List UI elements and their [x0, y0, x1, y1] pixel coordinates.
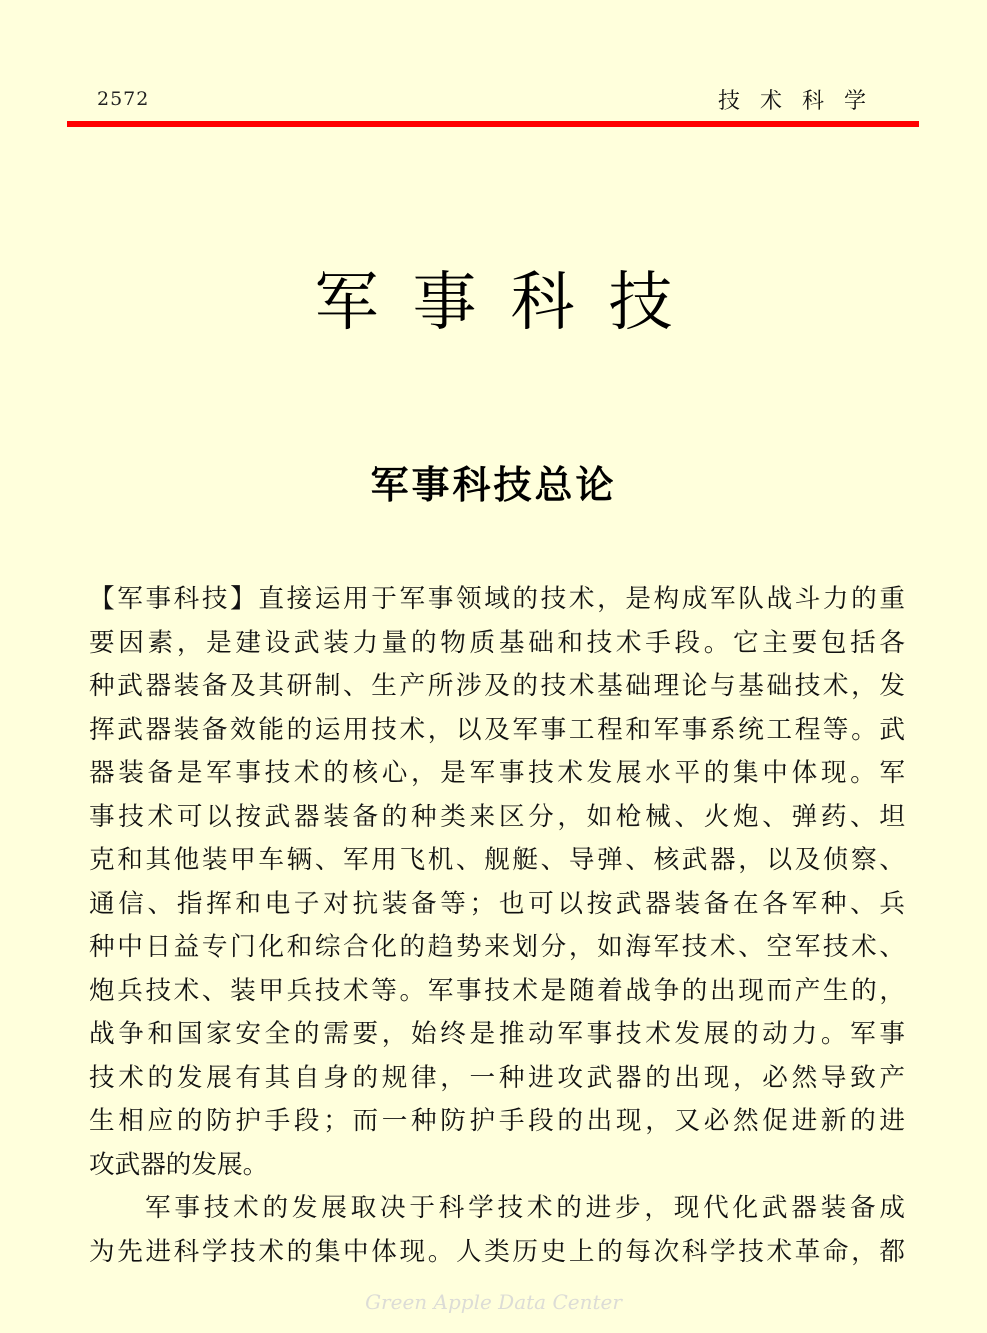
body-line: 为先进科学技术的集中体现。人类历史上的每次科学技术革命，都 — [89, 1236, 905, 1267]
body-line: 炮兵技术、装甲兵技术等。军事技术是随着战争的出现而产生的， — [89, 975, 905, 1006]
running-head: 技术科学 — [718, 89, 887, 114]
body-line: 技术的发展有其自身的规律，一种进攻武器的出现，必然导致产 — [89, 1062, 905, 1093]
body-line: 【军事科技】直接运用于军事领域的技术，是构成军队战斗力的重 — [89, 584, 905, 614]
body-line: 军事技术的发展取决于科学技术的进步，现代化武器装备成 — [145, 1193, 905, 1223]
body-line: 种中日益专门化和综合化的趋势来划分，如海军技术、空军技术、 — [89, 932, 905, 962]
body-line: 克和其他装甲车辆、军用飞机、舰艇、导弹、核武器，以及侦察、 — [89, 845, 905, 875]
section-title: 军事科技 — [314, 265, 707, 340]
watermark: Green Apple Data Center — [365, 1290, 622, 1314]
body-text — [89, 578, 905, 1274]
body-line: 种武器装备及其研制、生产所涉及的技术基础理论与基础技术，发 — [89, 671, 905, 701]
page-number: 2572 — [97, 88, 150, 110]
body-line: 通信、指挥和电子对抗装备等；也可以按武器装备在各军种、兵 — [89, 888, 905, 919]
body-line: 攻武器的发展。 — [89, 1149, 269, 1180]
body-line: 器装备是军事技术的核心，是军事技术发展水平的集中体现。军 — [89, 758, 905, 788]
article-title: 军事科技总论 — [370, 462, 617, 507]
body-line: 要因素，是建设武装力量的物质基础和技术手段。它主要包括各 — [89, 627, 905, 658]
header-rule — [67, 121, 919, 127]
body-line: 挥武器装备效能的运用技术，以及军事工程和军事系统工程等。武 — [89, 714, 905, 745]
body-line: 事技术可以按武器装备的种类来区分，如枪械、火炮、弹药、坦 — [89, 801, 905, 832]
body-line: 生相应的防护手段；而一种防护手段的出现，又必然促进新的进 — [89, 1106, 905, 1136]
body-line: 战争和国家安全的需要，始终是推动军事技术发展的动力。军事 — [89, 1019, 905, 1049]
